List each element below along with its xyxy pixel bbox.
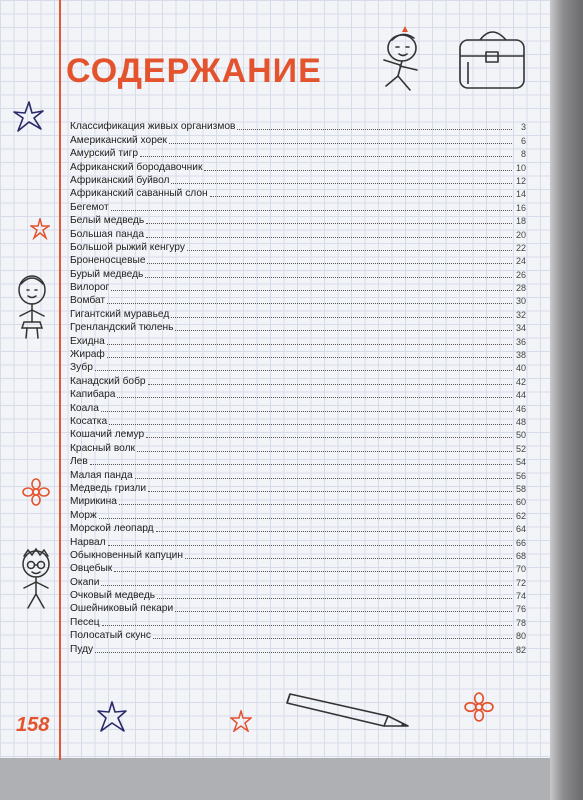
toc-entry <box>70 589 526 602</box>
toc-entry-page: 82 <box>515 644 526 655</box>
toc-entry <box>70 187 526 200</box>
toc-entry <box>70 174 526 187</box>
toc-leader-dots <box>185 558 512 559</box>
toc-entry <box>70 281 526 294</box>
toc-entry-title: Морж <box>70 509 97 521</box>
toc-entry-title: Мирикина <box>70 496 117 508</box>
toc-leader-dots <box>148 491 512 492</box>
toc-entry <box>70 482 526 495</box>
toc-entry-page: 66 <box>515 537 526 548</box>
toc-leader-dots <box>146 437 512 438</box>
toc-entry-page: 32 <box>515 309 526 320</box>
toc-entry-title: Морской леопард <box>70 523 154 535</box>
toc-entry-title: Канадский бобр <box>70 375 146 387</box>
toc-leader-dots <box>95 652 512 653</box>
pencil-doodle-icon <box>284 688 414 732</box>
girl-doodle-icon <box>12 272 52 340</box>
toc-entry-page: 64 <box>515 524 526 535</box>
toc-entry <box>70 642 526 655</box>
toc-entry-page: 40 <box>515 363 526 374</box>
page-number: 158 <box>16 714 50 736</box>
star-doodle-icon <box>96 700 128 734</box>
toc-leader-dots <box>146 223 512 224</box>
toc-entry <box>70 401 526 414</box>
toc-entry-title: Полосатый скунс <box>70 630 152 642</box>
toc-entry-title: Гренландский тюлень <box>70 322 174 334</box>
toc-leader-dots <box>175 330 512 331</box>
toc-entry <box>70 241 526 254</box>
toc-entry <box>70 307 526 320</box>
toc-leader-dots <box>137 451 512 452</box>
toc-entry <box>70 334 526 347</box>
star-doodle-icon <box>12 100 46 134</box>
toc-leader-dots <box>148 384 512 385</box>
toc-entry <box>70 374 526 387</box>
toc-entry <box>70 495 526 508</box>
toc-entry <box>70 508 526 521</box>
toc-entry-title: Красный волк <box>70 442 135 454</box>
toc-entry-page: 78 <box>515 617 526 628</box>
toc-entry-title: Белый медведь <box>70 215 145 227</box>
toc-leader-dots <box>102 625 512 626</box>
toc-entry-title: Африканский бородавочник <box>70 161 203 173</box>
toc-leader-dots <box>101 585 512 586</box>
toc-leader-dots <box>237 129 512 130</box>
toc-entry-page: 80 <box>515 631 526 642</box>
toc-entry-title: Большая панда <box>70 228 144 240</box>
toc-entry-title: Классификация живых организмов <box>70 121 236 133</box>
toc-leader-dots <box>156 531 512 532</box>
toc-entry <box>70 428 526 441</box>
toc-entry-page: 30 <box>515 296 526 307</box>
running-boy-doodle-icon <box>362 20 437 100</box>
star-doodle-icon <box>230 710 252 732</box>
toc-entry-title: Овцебык <box>70 563 113 575</box>
toc-leader-dots <box>111 210 512 211</box>
toc-entry-page: 52 <box>515 443 526 454</box>
toc-entry <box>70 120 526 133</box>
toc-leader-dots <box>119 504 512 505</box>
toc-entry-page: 20 <box>515 229 526 240</box>
toc-entry <box>70 388 526 401</box>
toc-entry-title: Песец <box>70 616 100 628</box>
toc-entry-page: 28 <box>515 283 526 294</box>
toc-leader-dots <box>107 303 512 304</box>
toc-entry <box>70 602 526 615</box>
toc-leader-dots <box>107 357 512 358</box>
toc-entry <box>70 522 526 535</box>
toc-entry-title: Косатка <box>70 415 108 427</box>
toc-entry <box>70 254 526 267</box>
toc-entry-page: 36 <box>515 336 526 347</box>
toc-entry-page: 18 <box>515 216 526 227</box>
toc-entry <box>70 147 526 160</box>
book-spine <box>550 0 583 800</box>
toc-leader-dots <box>99 518 512 519</box>
toc-entry-title: Лев <box>70 456 88 468</box>
toc-entry <box>70 267 526 280</box>
toc-entry <box>70 160 526 173</box>
toc-entry <box>70 214 526 227</box>
toc-entry-title: Медведь гризли <box>70 482 147 494</box>
toc-entry-page: 3 <box>520 122 526 133</box>
toc-entry-page: 62 <box>515 510 526 521</box>
toc-entry-title: Нарвал <box>70 536 106 548</box>
toc-entry-title: Кошачий лемур <box>70 429 145 441</box>
toc-leader-dots <box>175 611 512 612</box>
toc-entry-title: Вомбат <box>70 295 106 307</box>
flower-doodle-icon <box>22 478 50 506</box>
toc-entry <box>70 348 526 361</box>
toc-entry-title: Ошейниковый пекари <box>70 603 174 615</box>
toc-entry-page: 74 <box>515 591 526 602</box>
toc-entry-page: 6 <box>520 135 526 146</box>
boy-with-glasses-doodle-icon <box>14 546 58 612</box>
table-of-contents <box>70 120 526 656</box>
toc-entry-title: Вилорог <box>70 282 110 294</box>
toc-entry-title: Малая панда <box>70 469 133 481</box>
star-doodle-icon <box>30 218 50 240</box>
toc-entry-page: 26 <box>515 269 526 280</box>
toc-entry-page: 46 <box>515 403 526 414</box>
page-title: СОДЕРЖАНИЕ <box>66 52 322 90</box>
flower-doodle-icon <box>464 692 494 722</box>
toc-entry-title: Бурый медведь <box>70 268 144 280</box>
toc-entry <box>70 227 526 240</box>
margin-line <box>59 0 61 760</box>
toc-entry-title: Обыкновенный капуцин <box>70 549 183 561</box>
toc-leader-dots <box>210 196 512 197</box>
toc-entry <box>70 200 526 213</box>
toc-entry-page: 38 <box>515 350 526 361</box>
toc-entry-page: 16 <box>515 202 526 213</box>
toc-entry-page: 24 <box>515 256 526 267</box>
toc-entry-page: 54 <box>515 457 526 468</box>
toc-entry-title: Коала <box>70 402 99 414</box>
toc-leader-dots <box>135 478 512 479</box>
toc-entry-title: Броненосцевые <box>70 255 146 267</box>
toc-entry-page: 44 <box>515 390 526 401</box>
toc-entry-page: 56 <box>515 470 526 481</box>
toc-entry-title: Капибара <box>70 389 116 401</box>
toc-entry-title: Африканский саванный слон <box>70 188 208 200</box>
toc-entry-page: 50 <box>515 430 526 441</box>
toc-leader-dots <box>145 277 512 278</box>
toc-entry-title: Африканский буйвол <box>70 174 170 186</box>
toc-leader-dots <box>108 545 512 546</box>
toc-entry-page: 14 <box>515 189 526 200</box>
toc-leader-dots <box>101 411 512 412</box>
school-bag-doodle-icon <box>452 22 532 94</box>
toc-leader-dots <box>204 170 512 171</box>
page-bottom-edge <box>0 758 550 800</box>
toc-entry <box>70 441 526 454</box>
toc-entry-title: Зубр <box>70 362 93 374</box>
toc-leader-dots <box>187 250 512 251</box>
toc-entry-title: Американский хорек <box>70 134 167 146</box>
toc-leader-dots <box>90 464 512 465</box>
toc-leader-dots <box>140 156 512 157</box>
toc-leader-dots <box>169 143 512 144</box>
toc-leader-dots <box>147 263 512 264</box>
toc-entry <box>70 294 526 307</box>
toc-leader-dots <box>114 571 512 572</box>
toc-entry-title: Ехидна <box>70 335 105 347</box>
toc-entry <box>70 562 526 575</box>
toc-entry-page: 10 <box>515 162 526 173</box>
toc-entry-title: Пуду <box>70 643 94 655</box>
toc-leader-dots <box>95 370 512 371</box>
toc-entry-page: 8 <box>520 149 526 160</box>
toc-leader-dots <box>157 598 512 599</box>
toc-entry <box>70 455 526 468</box>
toc-entry <box>70 629 526 642</box>
toc-leader-dots <box>171 183 512 184</box>
toc-entry <box>70 535 526 548</box>
toc-leader-dots <box>171 317 512 318</box>
toc-entry-title: Большой рыжий кенгуру <box>70 241 185 253</box>
toc-entry-page: 42 <box>515 376 526 387</box>
toc-entry <box>70 321 526 334</box>
toc-entry-page: 48 <box>515 416 526 427</box>
toc-entry-page: 34 <box>515 323 526 334</box>
toc-entry-page: 72 <box>515 577 526 588</box>
toc-leader-dots <box>111 290 512 291</box>
toc-entry <box>70 549 526 562</box>
toc-entry-page: 68 <box>515 550 526 561</box>
toc-leader-dots <box>146 237 512 238</box>
toc-entry-page: 60 <box>515 497 526 508</box>
toc-entry <box>70 615 526 628</box>
toc-entry-title: Жираф <box>70 349 105 361</box>
toc-entry-title: Гигантский муравьед <box>70 308 170 320</box>
toc-leader-dots <box>117 397 512 398</box>
toc-entry-page: 22 <box>515 242 526 253</box>
toc-entry-title: Очковый медведь <box>70 590 156 602</box>
toc-leader-dots <box>153 638 512 639</box>
toc-entry-page: 70 <box>515 564 526 575</box>
toc-entry-title: Бегемот <box>70 201 109 213</box>
toc-leader-dots <box>109 424 512 425</box>
toc-entry-title: Амурский тигр <box>70 148 139 160</box>
toc-entry <box>70 415 526 428</box>
toc-entry-title: Окапи <box>70 576 100 588</box>
toc-entry <box>70 361 526 374</box>
toc-entry-page: 76 <box>515 604 526 615</box>
toc-entry-page: 58 <box>515 483 526 494</box>
toc-entry-page: 12 <box>515 175 526 186</box>
toc-leader-dots <box>107 344 512 345</box>
toc-entry <box>70 468 526 481</box>
toc-entry <box>70 575 526 588</box>
toc-entry <box>70 133 526 146</box>
